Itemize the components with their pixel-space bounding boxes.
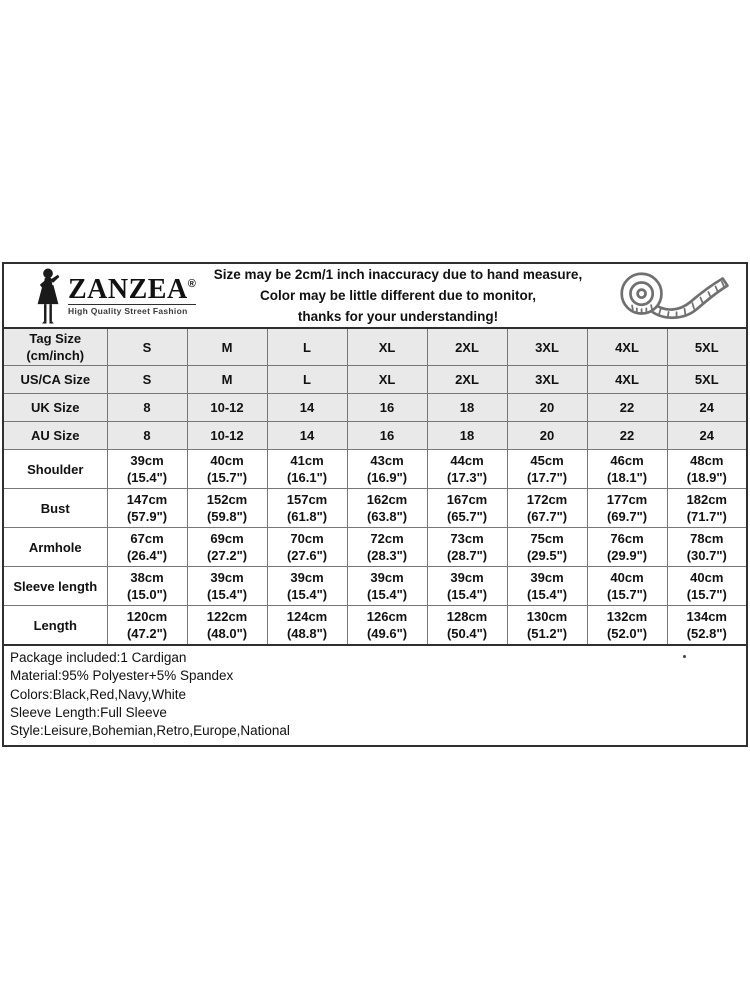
note-line: Colors:Black,Red,Navy,White: [10, 686, 187, 702]
measure-cell: 41cm (16.1"): [267, 450, 347, 489]
row-label: Bust: [3, 489, 107, 528]
measure-cell: 45cm (17.7"): [507, 450, 587, 489]
row-label: Sleeve length: [3, 567, 107, 606]
measure-cell: 120cm (47.2"): [107, 606, 187, 646]
measure-cell: 126cm (49.6"): [347, 606, 427, 646]
row-label: UK Size: [3, 394, 107, 422]
size-cell: 2XL: [427, 366, 507, 394]
row-label: Length: [3, 606, 107, 646]
disclaimer-line: Color may be little different due to monitor,: [259, 288, 537, 303]
size-cell: XL: [347, 328, 427, 366]
size-cell: L: [267, 328, 347, 366]
measure-cell: 172cm (67.7"): [507, 489, 587, 528]
measure-cell: 39cm (15.4"): [187, 567, 267, 606]
brand-text: [68, 274, 197, 316]
size-cell: 3XL: [507, 366, 587, 394]
measure-cell: 162cm (63.8"): [347, 489, 427, 528]
measure-cell: 43cm (16.9"): [347, 450, 427, 489]
size-cell: M: [187, 328, 267, 366]
size-cell: 22: [587, 394, 667, 422]
brand-logo: [4, 268, 200, 324]
table-row: [3, 567, 747, 606]
size-cell: 18: [427, 394, 507, 422]
product-notes: [2, 644, 748, 747]
size-cell: 5XL: [667, 366, 747, 394]
measure-cell: 39cm (15.4"): [427, 567, 507, 606]
measure-cell: 134cm (52.8"): [667, 606, 747, 646]
note-line: Style:Leisure,Bohemian,Retro,Europe,National: [10, 723, 290, 739]
measure-cell: 130cm (51.2"): [507, 606, 587, 646]
size-cell: 8: [107, 422, 187, 450]
measure-cell: 39cm (15.4"): [347, 567, 427, 606]
measure-cell: 124cm (48.8"): [267, 606, 347, 646]
size-table: [2, 327, 748, 646]
size-cell: 5XL: [667, 328, 747, 366]
measure-cell: 67cm (26.4"): [107, 528, 187, 567]
measure-cell: 152cm (59.8"): [187, 489, 267, 528]
measure-cell: 147cm (57.9"): [107, 489, 187, 528]
note-line: Package included:1 Cardigan: [10, 650, 187, 665]
brand-tagline: High Quality Street Fashion: [68, 304, 196, 316]
table-row: [3, 606, 747, 646]
size-cell: 16: [347, 422, 427, 450]
measure-cell: 167cm (65.7"): [427, 489, 507, 528]
table-row: [3, 366, 747, 394]
measure-cell: 78cm (30.7"): [667, 528, 747, 567]
size-cell: 14: [267, 394, 347, 422]
brand-name: ZANZEA®: [68, 274, 197, 305]
measure-cell: 40cm (15.7"): [187, 450, 267, 489]
size-cell: 14: [267, 422, 347, 450]
size-cell: 4XL: [587, 328, 667, 366]
size-cell: 16: [347, 394, 427, 422]
measure-cell: 46cm (18.1"): [587, 450, 667, 489]
measure-cell: 75cm (29.5"): [507, 528, 587, 567]
size-cell: S: [107, 366, 187, 394]
note-line: Sleeve Length:Full Sleeve: [10, 704, 167, 720]
measure-cell: 39cm (15.4"): [267, 567, 347, 606]
size-cell: 20: [507, 394, 587, 422]
note-line: Material:95% Polyester+5% Spandex: [10, 668, 234, 684]
table-row: [3, 450, 747, 489]
table-row: [3, 394, 747, 422]
size-cell: 18: [427, 422, 507, 450]
measure-cell: 157cm (61.8"): [267, 489, 347, 528]
measure-cell: 122cm (48.0"): [187, 606, 267, 646]
size-chart-sheet: [2, 262, 748, 747]
measure-cell: 40cm (15.7"): [587, 567, 667, 606]
measure-cell: 182cm (71.7"): [667, 489, 747, 528]
measure-cell: 70cm (27.6"): [267, 528, 347, 567]
size-cell: 24: [667, 394, 747, 422]
size-cell: 8: [107, 394, 187, 422]
measure-cell: 72cm (28.3"): [347, 528, 427, 567]
measure-cell: 128cm (50.4"): [427, 606, 507, 646]
table-row: [3, 328, 747, 366]
size-cell: XL: [347, 366, 427, 394]
measure-cell: 73cm (28.7"): [427, 528, 507, 567]
measure-cell: 69cm (27.2"): [187, 528, 267, 567]
measure-cell: 132cm (52.0"): [587, 606, 667, 646]
measuring-tape-icon: [596, 265, 746, 327]
table-row: [3, 528, 747, 567]
measure-cell: 39cm (15.4"): [507, 567, 587, 606]
table-row: [3, 489, 747, 528]
row-label: Armhole: [3, 528, 107, 567]
measure-cell: 40cm (15.7"): [667, 567, 747, 606]
measure-cell: 76cm (29.9"): [587, 528, 667, 567]
woman-silhouette-icon: [31, 268, 65, 324]
measure-cell: 177cm (69.7"): [587, 489, 667, 528]
size-cell: L: [267, 366, 347, 394]
size-cell: 2XL: [427, 328, 507, 366]
disclaimer: [200, 264, 596, 327]
size-cell: 20: [507, 422, 587, 450]
measure-cell: 38cm (15.0"): [107, 567, 187, 606]
measure-cell: 39cm (15.4"): [107, 450, 187, 489]
row-label: US/CA Size: [3, 366, 107, 394]
row-label: Shoulder: [3, 450, 107, 489]
size-cell: 4XL: [587, 366, 667, 394]
size-cell: S: [107, 328, 187, 366]
disclaimer-line: Size may be 2cm/1 inch inaccuracy due to hand measure,: [213, 267, 583, 282]
row-label: AU Size: [3, 422, 107, 450]
size-cell: 3XL: [507, 328, 587, 366]
size-cell: 22: [587, 422, 667, 450]
measure-cell: 48cm (18.9"): [667, 450, 747, 489]
registered-mark: ®: [187, 278, 197, 290]
disclaimer-line: thanks for your understanding!: [297, 309, 499, 324]
size-cell: 24: [667, 422, 747, 450]
measure-cell: 44cm (17.3"): [427, 450, 507, 489]
header: [2, 262, 748, 329]
stray-dot: [683, 655, 686, 658]
row-label: Tag Size (cm/inch): [3, 328, 107, 366]
size-cell: 10-12: [187, 422, 267, 450]
size-cell: M: [187, 366, 267, 394]
size-cell: 10-12: [187, 394, 267, 422]
table-row: [3, 422, 747, 450]
